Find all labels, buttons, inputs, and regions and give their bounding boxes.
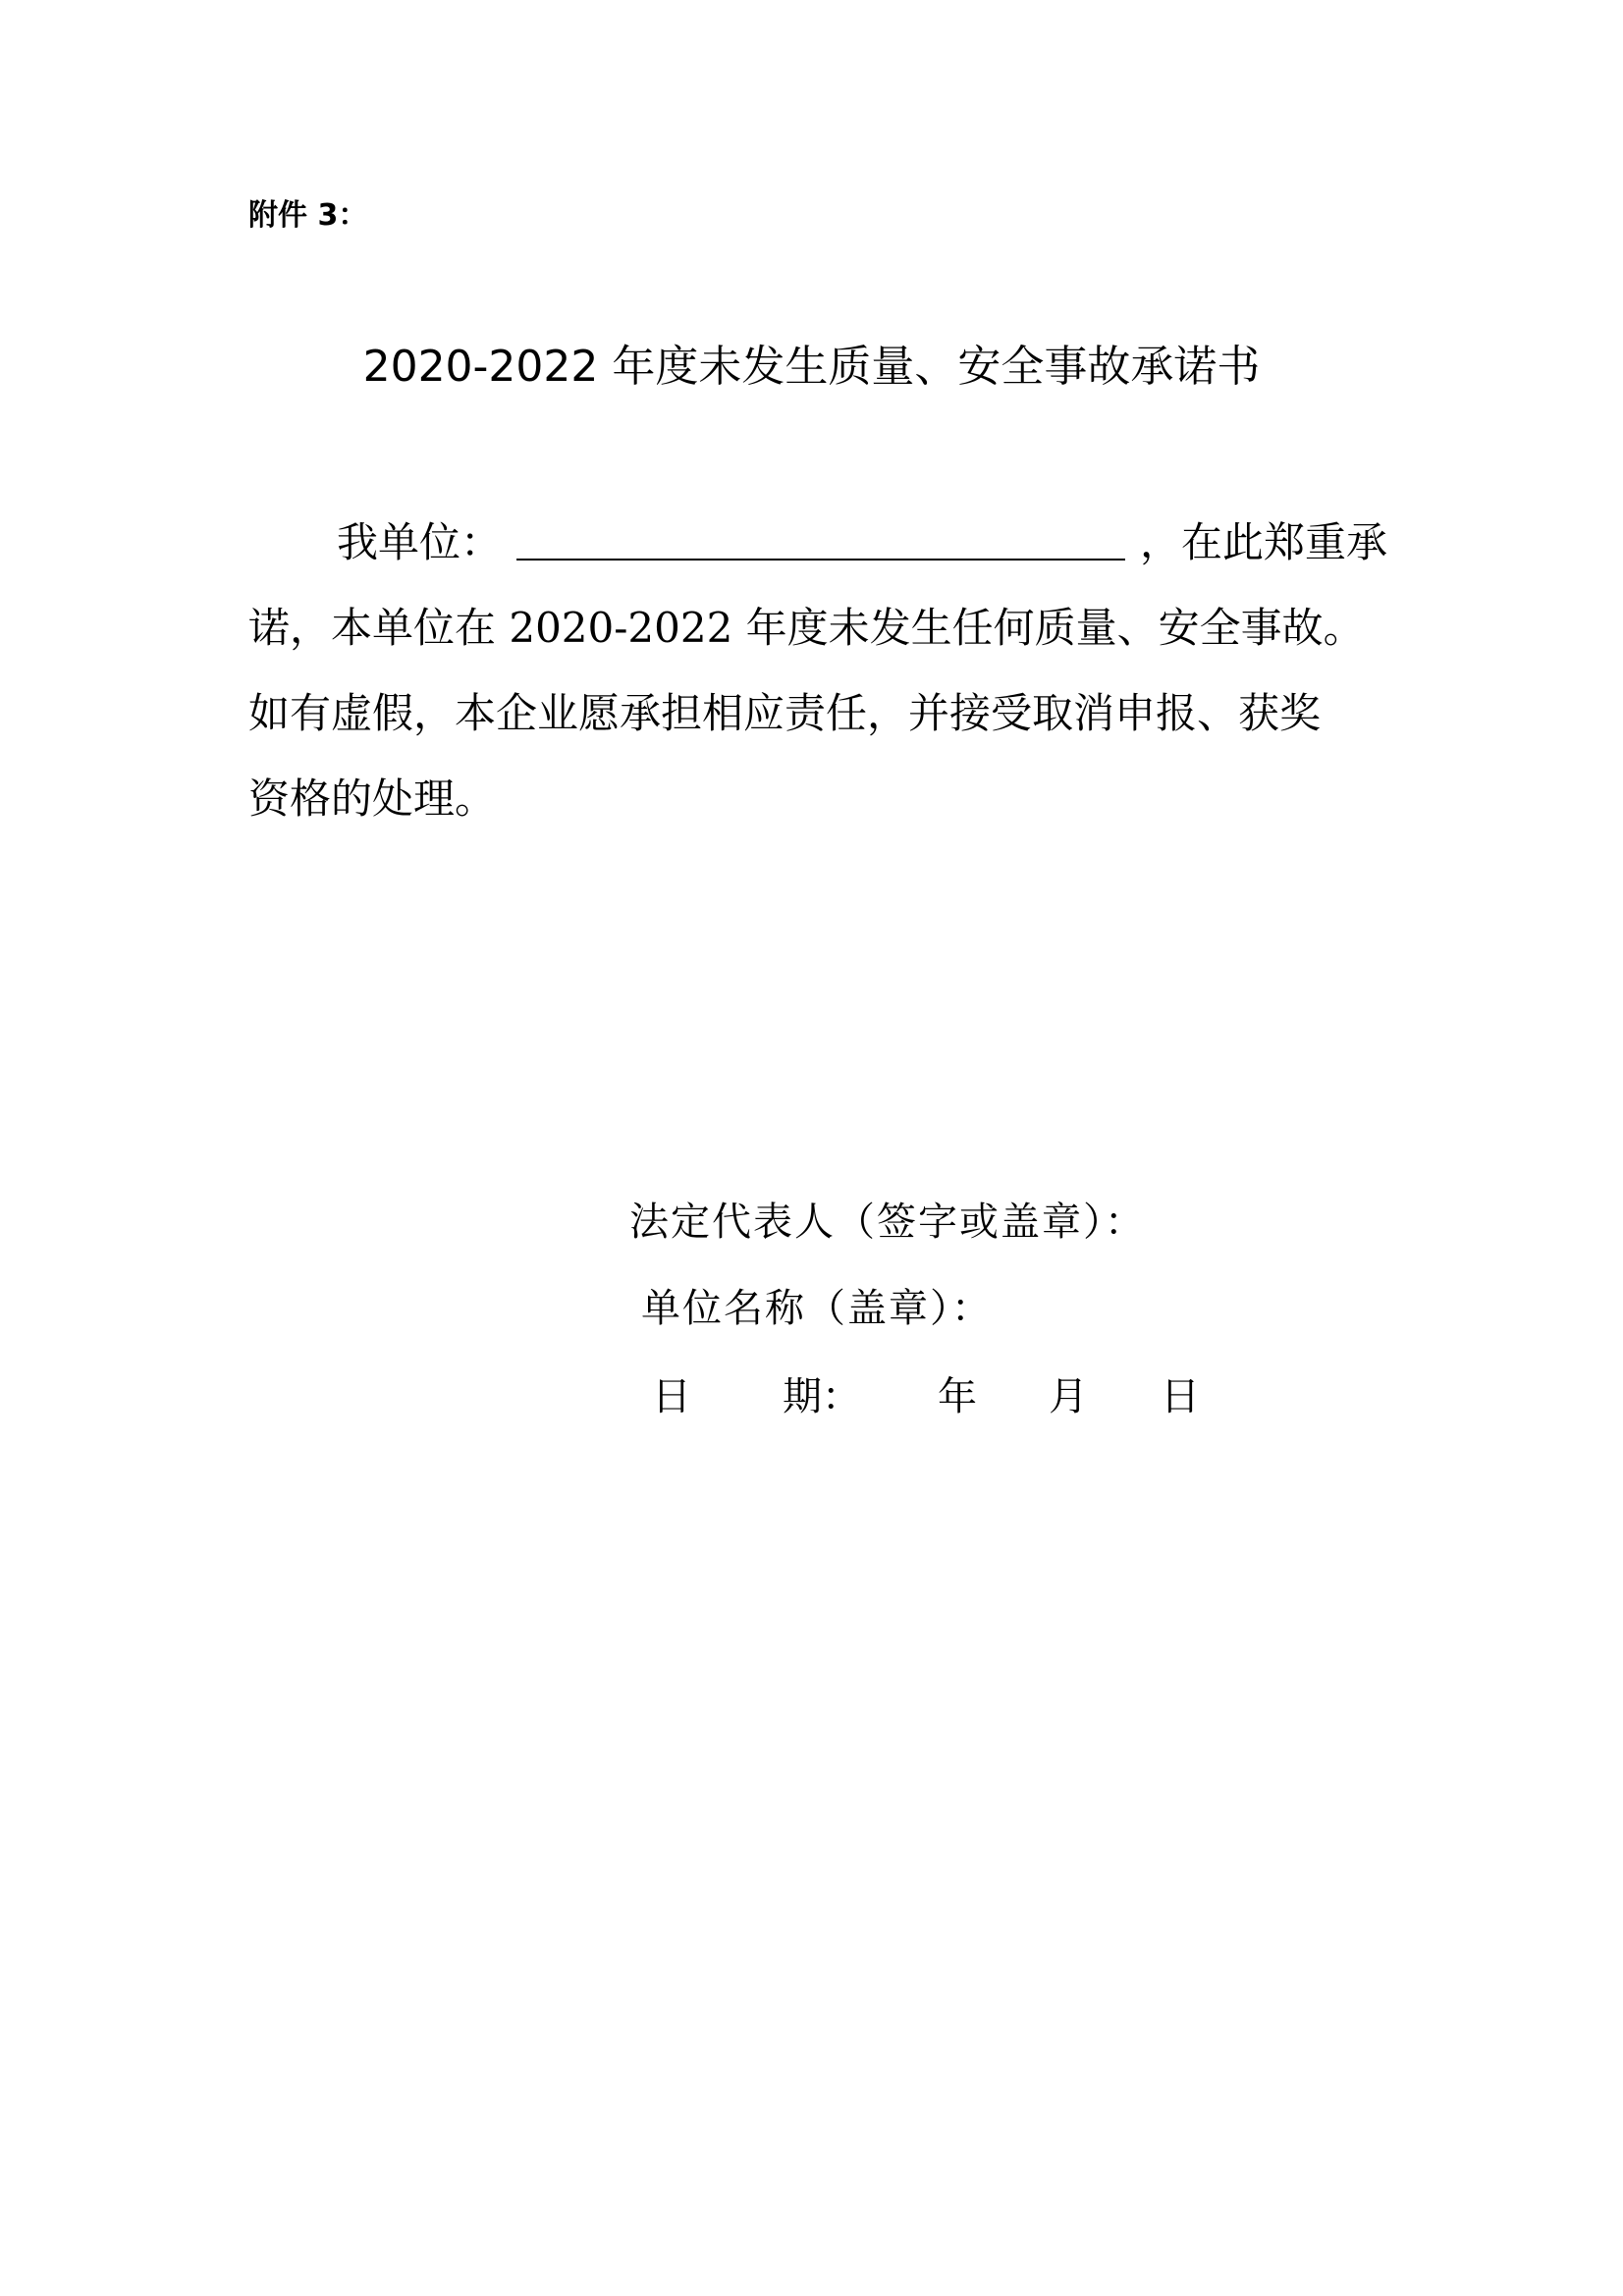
attachment-label: 附件 3： xyxy=(248,198,368,233)
unit-name-blank xyxy=(516,515,1125,561)
date-label-period: 期： xyxy=(783,1374,861,1419)
body-line-3: 如有虚假，本企业愿承担相应责任，并接受取消申报、获奖 xyxy=(248,689,1322,737)
unit-name-line: 单位名称（盖章）： xyxy=(641,1286,993,1331)
legal-representative-line: 法定代表人（签字或盖章）： xyxy=(629,1200,1146,1245)
document-title: 2020-2022 年度未发生质量、安全事故承诺书 xyxy=(362,342,1261,392)
date-year: 年 xyxy=(938,1374,977,1419)
date-line xyxy=(0,1370,1623,1425)
body-line-2: 诺，本单位在 2020-2022 年度未发生任何质量、安全事故。 xyxy=(248,604,1365,652)
body-line-4: 资格的处理。 xyxy=(248,774,497,823)
body-line-1 xyxy=(337,515,1387,570)
date-month: 月 xyxy=(1049,1374,1088,1419)
date-label-day: 日 xyxy=(652,1374,691,1419)
body-line-1-prefix: 我单位： xyxy=(337,518,503,566)
body-line-1-suffix: ，在此郑重承 xyxy=(1139,518,1387,566)
date-day: 日 xyxy=(1161,1374,1200,1419)
